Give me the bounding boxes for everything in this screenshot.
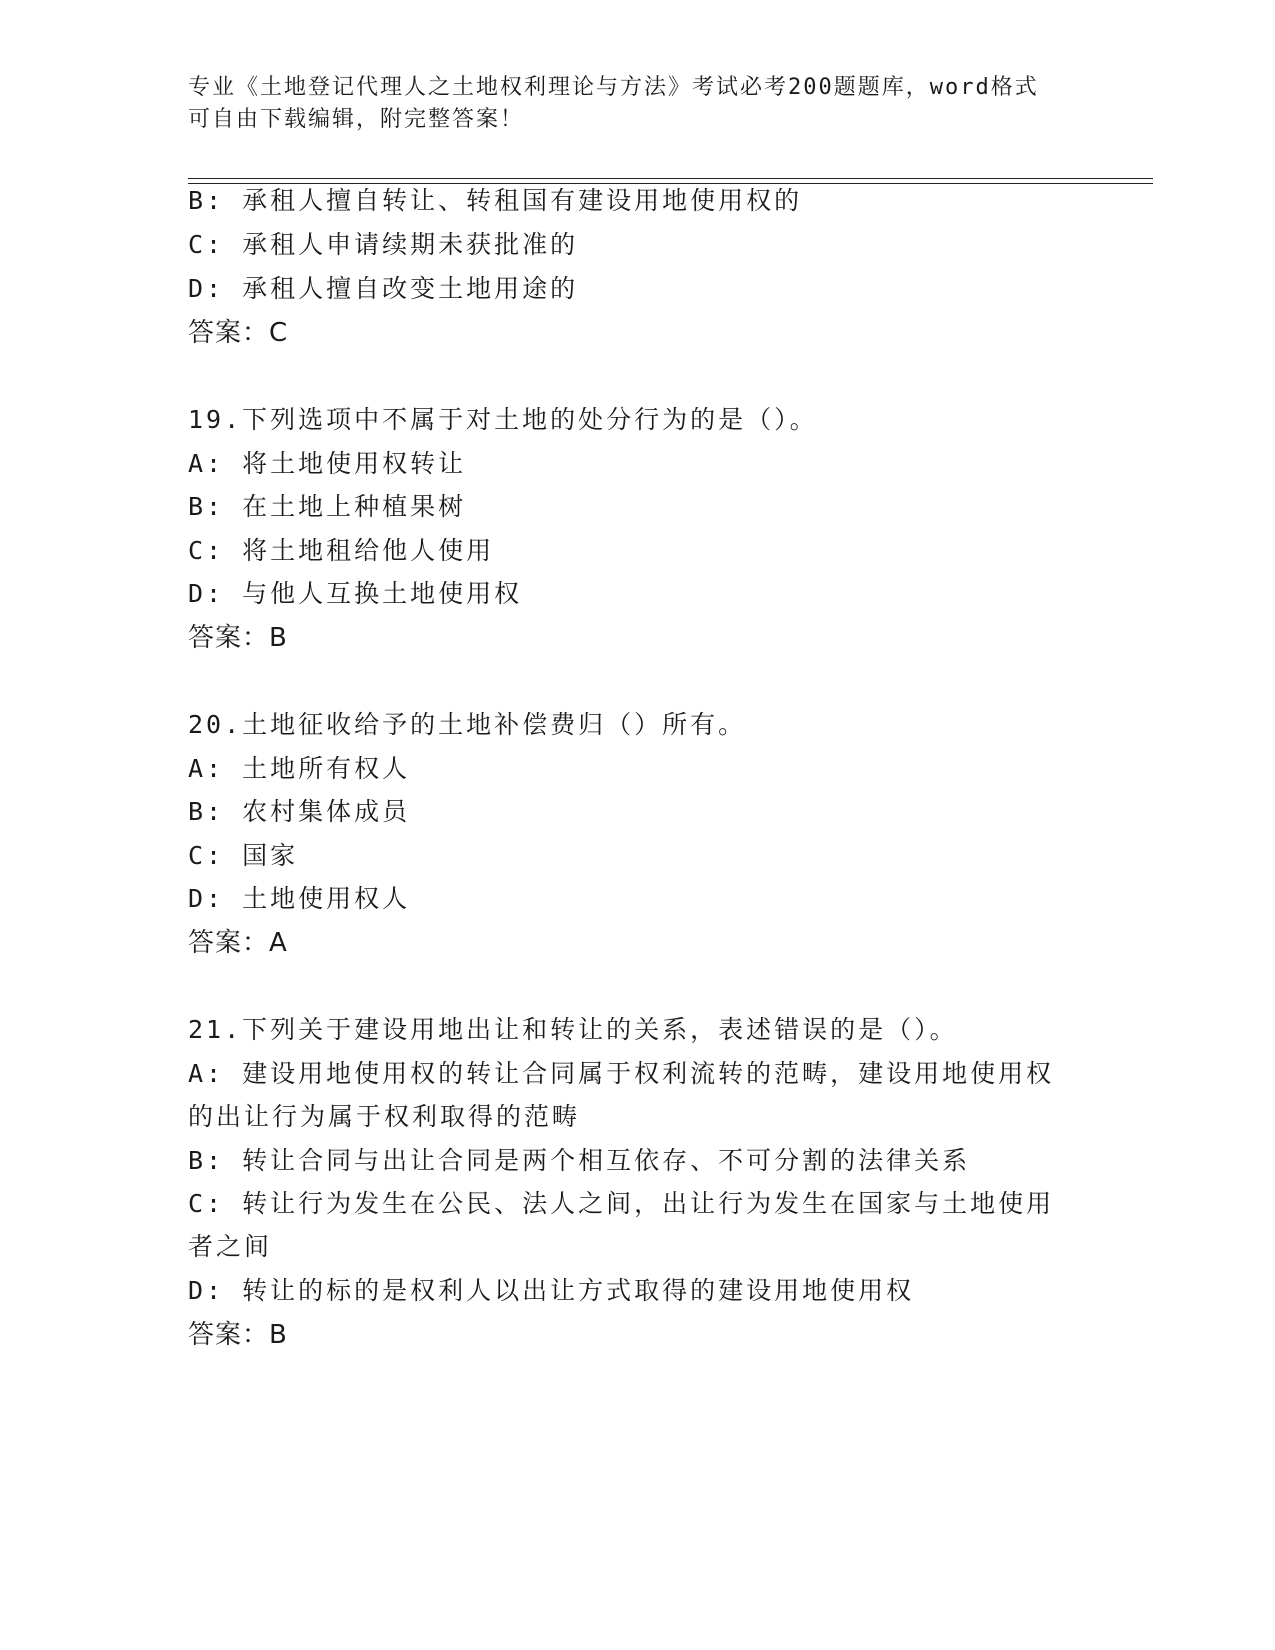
q19-option-c: C: 将土地租给他人使用 <box>188 536 495 565</box>
q19-question: 19.下列选项中不属于对土地的处分行为的是（）。 <box>188 405 818 434</box>
header-line-1: 专业《土地登记代理人之土地权利理论与方法》考试必考200题题库，word格式 <box>188 75 1039 100</box>
q20-option-a: A: 土地所有权人 <box>188 754 411 783</box>
q19-option-d: D: 与他人互换土地使用权 <box>188 579 523 608</box>
q20-option-b: B: 农村集体成员 <box>188 797 411 826</box>
header-line-2: 可自由下载编辑，附完整答案！ <box>188 107 525 132</box>
q21-option-a-line-1: A: 建设用地使用权的转让合同属于权利流转的范畴，建设用地使用权 <box>188 1059 1055 1088</box>
q21-option-d: D: 转让的标的是权利人以出让方式取得的建设用地使用权 <box>188 1276 915 1305</box>
q20-answer: 答案：A <box>188 928 288 958</box>
q21-option-c-line-1: C: 转让行为发生在公民、法人之间，出让行为发生在国家与土地使用 <box>188 1189 1055 1218</box>
q21-answer: 答案：B <box>188 1320 288 1350</box>
q21-option-a-line-2: 的出让行为属于权利取得的范畴 <box>188 1102 581 1131</box>
q18-option-c: C: 承租人申请续期未获批准的 <box>188 230 579 259</box>
document-header <box>188 72 1068 136</box>
q18-answer: 答案：C <box>188 318 289 348</box>
q18-option-b: B: 承租人擅自转让、转租国有建设用地使用权的 <box>188 186 803 215</box>
q18-option-d: D: 承租人擅自改变土地用途的 <box>188 274 579 303</box>
q19-answer: 答案：B <box>188 623 288 653</box>
q19-option-b: B: 在土地上种植果树 <box>188 492 467 521</box>
q20-question: 20.土地征收给予的土地补偿费归（）所有。 <box>188 710 747 739</box>
q21-question: 21.下列关于建设用地出让和转让的关系，表述错误的是（）。 <box>188 1015 958 1044</box>
q19-option-a: A: 将土地使用权转让 <box>188 449 467 478</box>
q20-option-c: C: 国家 <box>188 841 299 870</box>
q20-option-d: D: 土地使用权人 <box>188 884 411 913</box>
q21-option-c-line-2: 者之间 <box>188 1232 273 1261</box>
header-divider-top <box>188 178 1153 179</box>
q21-option-b: B: 转让合同与出让合同是两个相互依存、不可分割的法律关系 <box>188 1146 971 1175</box>
